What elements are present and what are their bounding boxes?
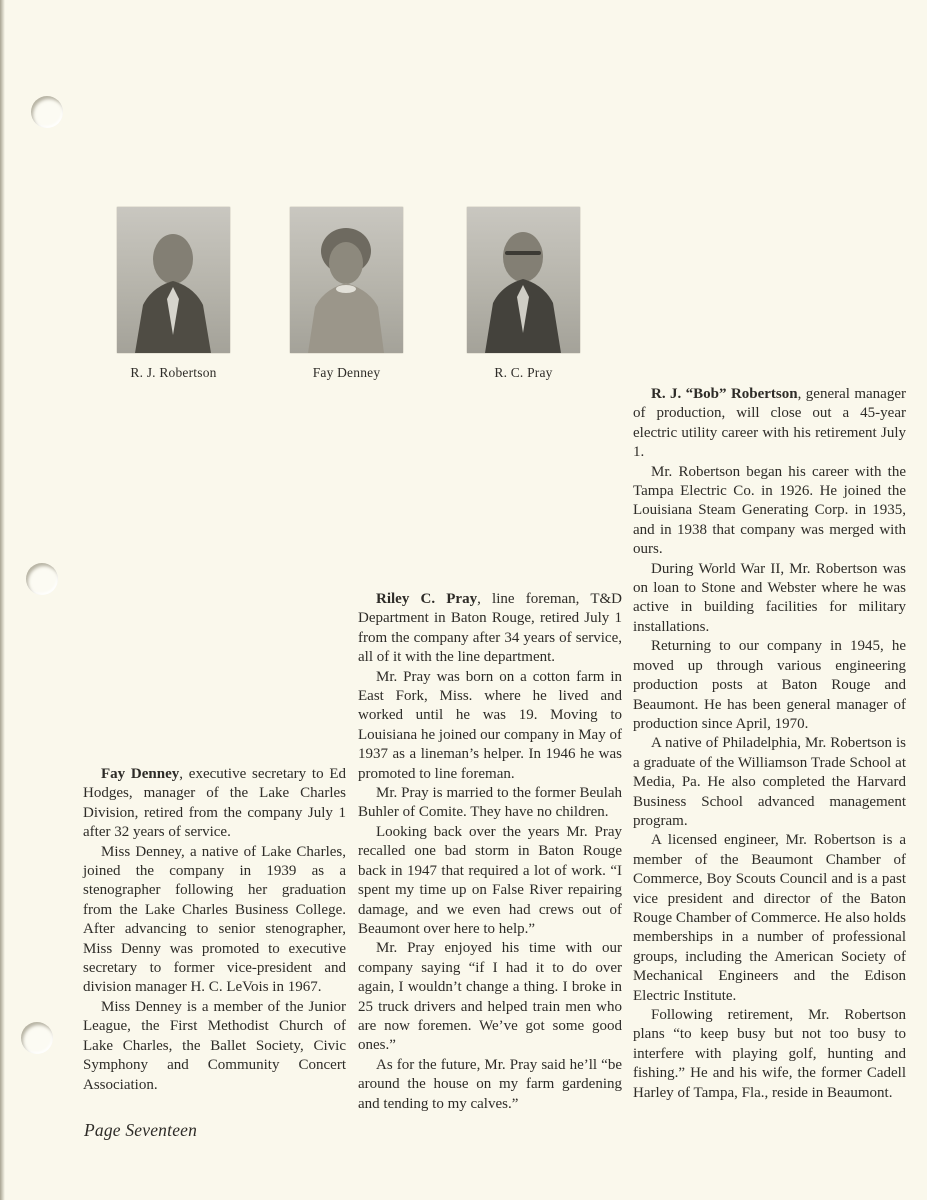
portrait-photo-denney (290, 207, 403, 353)
article-fay-denney (83, 765, 346, 1095)
article-lead-paragraph (633, 385, 906, 463)
article-paragraph: Mr. Pray enjoyed his time with our company saying “if I had it to do over again, I wouldn’t change a thing. I broke in 25 truck drivers and helped train men who are now foremen. We’ve got some good ones.” (358, 940, 622, 1054)
portrait-photo-pray (467, 207, 580, 353)
article-lead-text: , general manager of production, will close out a 45-year electric utility career with his retirement July 1. (633, 386, 906, 461)
article-bob-robertson (633, 385, 906, 1103)
article-riley-pray (358, 590, 622, 1114)
article-paragraph: Mr. Pray is married to the former Beulah Buhler of Comite. They have no children. (358, 785, 622, 821)
article-paragraph: A licensed engineer, Mr. Robertson is a member of the Beaumont Chamber of Commerce, Boy Scouts Council and is a past vice president and director of the Baton Rouge Chamber of Commerce. He also holds memberships in a number of professional groups, including the American Society of Mechanical Engineers and the Edison Electric Institute. (633, 832, 906, 1004)
article-paragraph: During World War II, Mr. Robertson was on loan to Stone and Webster where he was active in building facilities for military installations. (633, 560, 906, 635)
portrait-figure-robertson (117, 207, 230, 381)
photo-caption: R. J. Robertson (130, 365, 217, 380)
article-paragraph: Miss Denney is a member of the Junior League, the First Methodist Church of Lake Charles, the Ballet Society, Civic Symphony and Community Concert Association. (83, 998, 346, 1093)
portrait-photo-robertson (117, 207, 230, 353)
article-lead-paragraph (83, 765, 346, 843)
article-paragraph: Looking back over the years Mr. Pray recalled one bad storm in Baton Rouge back in 1947 that required a lot of work. “I spent my time up on False River repairing damage, and we even had crews out of Beaumont over here to help.” (358, 823, 622, 937)
photo-caption: Fay Denney (312, 365, 381, 380)
article-lead-paragraph (358, 590, 622, 668)
article-paragraph: Miss Denney, a native of Lake Charles, joined the company in 1939 as a stenographer following her graduation from the Lake Charles Business College. After advancing to senior stenographer, Miss Denny was promoted to executive secretary to former vice-president and division manager H. C. LeVois in 1967. (83, 843, 346, 996)
article-paragraph: Following retirement, Mr. Robertson plans “to keep busy but not too busy to interfere with playing golf, hunting and fishing.” He and his wife, the former Cadell Harley of Tampa, Fla., reside in Beaumont. (633, 1007, 906, 1101)
article-paragraph: A native of Philadelphia, Mr. Robertson is a graduate of the Williamson Trade School at Media, Pa. He also completed the Harvard Business School advanced management program. (633, 735, 906, 829)
punch-hole-top (31, 96, 63, 128)
portrait-silhouette-icon (467, 207, 580, 353)
page-edge-shadow (0, 0, 5, 1200)
portrait-figure-denney (290, 207, 403, 381)
article-paragraph: Mr. Robertson began his career with the Tampa Electric Co. in 1926. He joined the Louisiana Steam Generating Corp. in 1935, and in 1938 that company was merged with ours. (633, 463, 906, 558)
article-lead-text: , line foreman, T&D Department in Baton Rouge, retired July 1 from the company after 34 years of service, all of it with the line department. (358, 591, 622, 666)
article-paragraph: As for the future, Mr. Pray said he’ll “be around the house on my farm gardening and tending to my calves.” (358, 1056, 622, 1112)
article-lead-name: R. J. “Bob” Robertson (651, 386, 798, 402)
article-paragraph: Mr. Pray was born on a cotton farm in East Fork, Miss. where he lived and worked until he was 19. Moving to Louisiana he joined our company in May of 1937 as a lineman’s helper. In 1946 he was promoted to line foreman. (358, 668, 622, 782)
article-paragraph: Returning to our company in 1945, he moved up through various engineering production posts at Baton Rouge and Beaumont. He has been general manager of production since April, 1970. (633, 638, 906, 732)
portrait-silhouette-icon (117, 207, 230, 353)
page-number: Page Seventeen (84, 1120, 198, 1140)
portrait-silhouette-icon (290, 207, 403, 353)
article-lead-text: , executive secretary to Ed Hodges, manager of the Lake Charles Division, retired from the company July 1 after 32 years of service. (83, 766, 346, 841)
photo-caption: R. C. Pray (494, 365, 553, 380)
portrait-figure-pray (467, 207, 580, 381)
punch-hole-middle (26, 563, 58, 595)
article-lead-name: Riley C. Pray (376, 591, 478, 607)
punch-hole-bottom (21, 1022, 53, 1054)
article-lead-name: Fay Denney (101, 766, 180, 782)
